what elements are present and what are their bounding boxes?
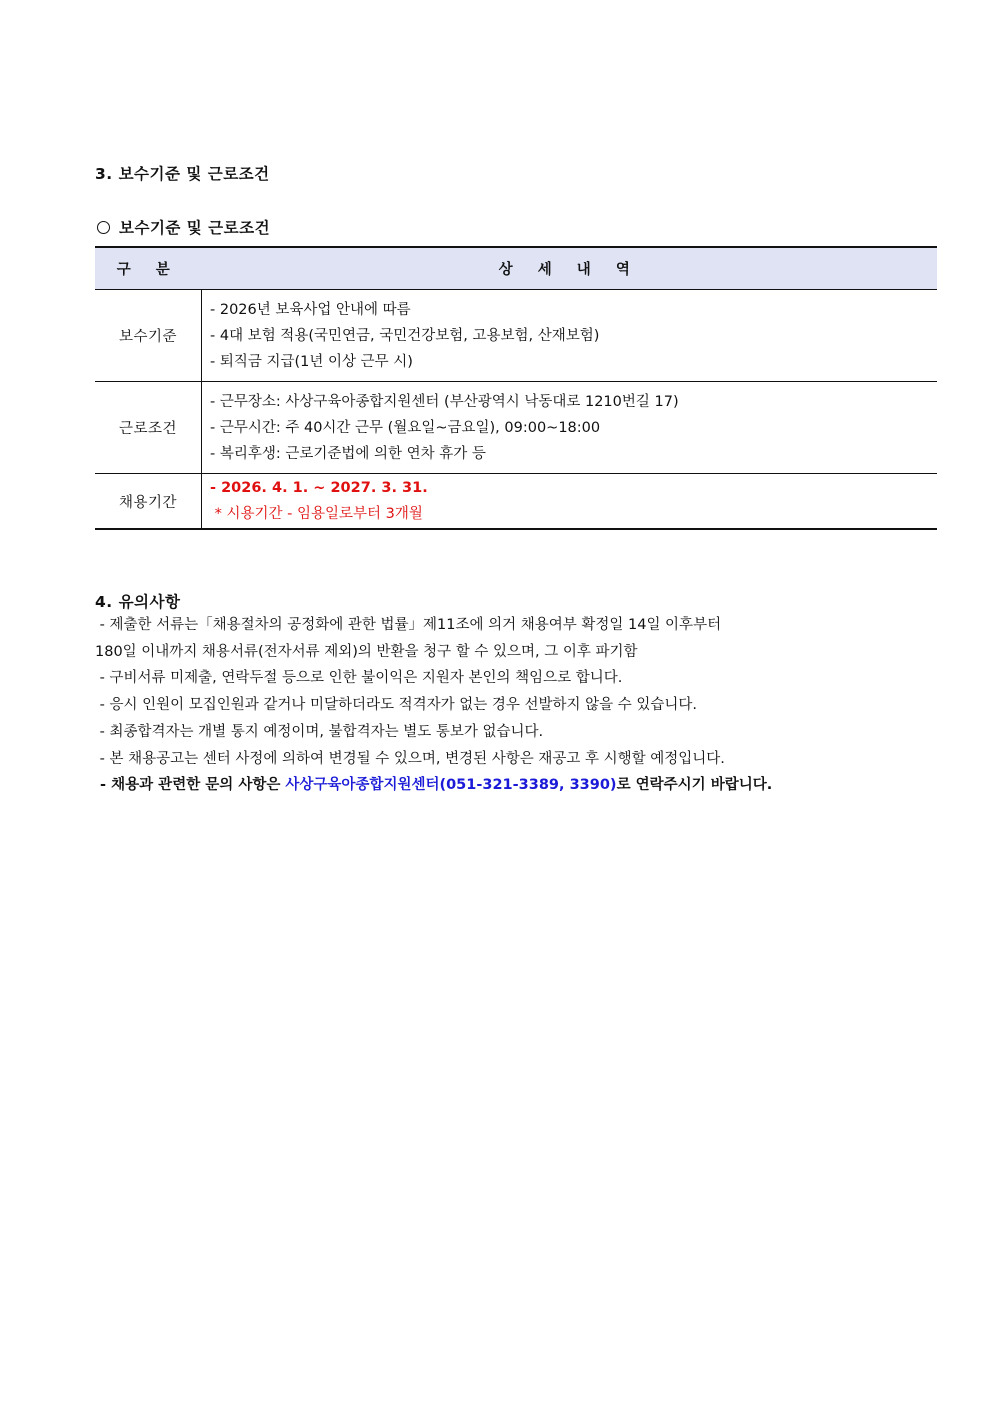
note-line: 180일 이내까지 채용서류(전자서류 제외)의 반환을 청구 할 수 있으며, 그 이후 파기함 [95,643,638,660]
row-detail [202,382,938,474]
detail-line: - 근무장소: 사상구육아종합지원센터 (부산광역시 낙동대로 1210번길 17) [210,393,679,410]
row-category: 채용기간 [95,474,202,530]
row-detail [202,474,938,530]
table-subtitle [95,216,270,238]
employment-period-line: - 2026. 4. 1. ~ 2027. 3. 31. [210,480,428,496]
detail-line: - 복리후생: 근로기준법에 의한 연차 휴가 등 [210,445,486,462]
table-row-work-conditions [95,382,937,474]
table-row-employment-period [95,474,937,530]
contact-prefix: - 채용과 관련한 문의 사항은 [95,777,286,794]
probation-line: * 시용기간 - 임용일로부터 3개월 [210,506,423,522]
note-line: - 응시 인원이 모집인원과 같거나 미달하더라도 적격자가 없는 경우 선발하지 않을 수 있습니다. [95,697,698,714]
note-line: - 구비서류 미제출, 연락두절 등으로 인한 불이익은 지원자 본인의 책임으로 합니다. [95,670,623,687]
section-4-title: 4. 유의사항 [95,593,181,611]
note-line: - 최종합격자는 개별 통지 예정이며, 불합격자는 별도 통보가 없습니다. [95,723,544,740]
header-detail: 상 세 내 역 [202,247,938,290]
conditions-table [95,246,937,530]
note-line: - 제출한 서류는「채용절차의 공정화에 관한 법률」제11조에 의거 채용여부 확정일 14일 이후부터 [95,617,722,633]
circle-bullet-icon [97,221,110,234]
contact-center: 사상구육아종합지원센터(051-321-3389, 3390) [285,777,617,794]
notes-list [95,612,915,799]
row-detail [202,290,938,382]
detail-line: - 근무시간: 주 40시간 근무 (월요일~금요일), 09:00~18:00 [210,419,601,436]
contact-note [95,772,915,799]
table-row-salary [95,290,937,382]
detail-line: - 2026년 보육사업 안내에 따름 [210,301,411,318]
note-line: - 본 채용공고는 센터 사정에 의하여 변경될 수 있으며, 변경된 사항은 재공고 후 시행할 예정입니다. [95,750,725,767]
contact-suffix: 로 연락주시기 바랍니다. [616,777,773,794]
table-header-row [95,247,937,290]
header-category: 구 분 [95,247,202,290]
row-category: 보수기준 [95,290,202,382]
section-3-title: 3. 보수기준 및 근로조건 [95,165,270,183]
row-category: 근로조건 [95,382,202,474]
table-subtitle-text: 보수기준 및 근로조건 [119,219,271,237]
detail-line: - 퇴직금 지급(1년 이상 근무 시) [210,353,413,370]
detail-line: - 4대 보험 적용(국민연금, 국민건강보험, 고용보험, 산재보험) [210,327,600,344]
